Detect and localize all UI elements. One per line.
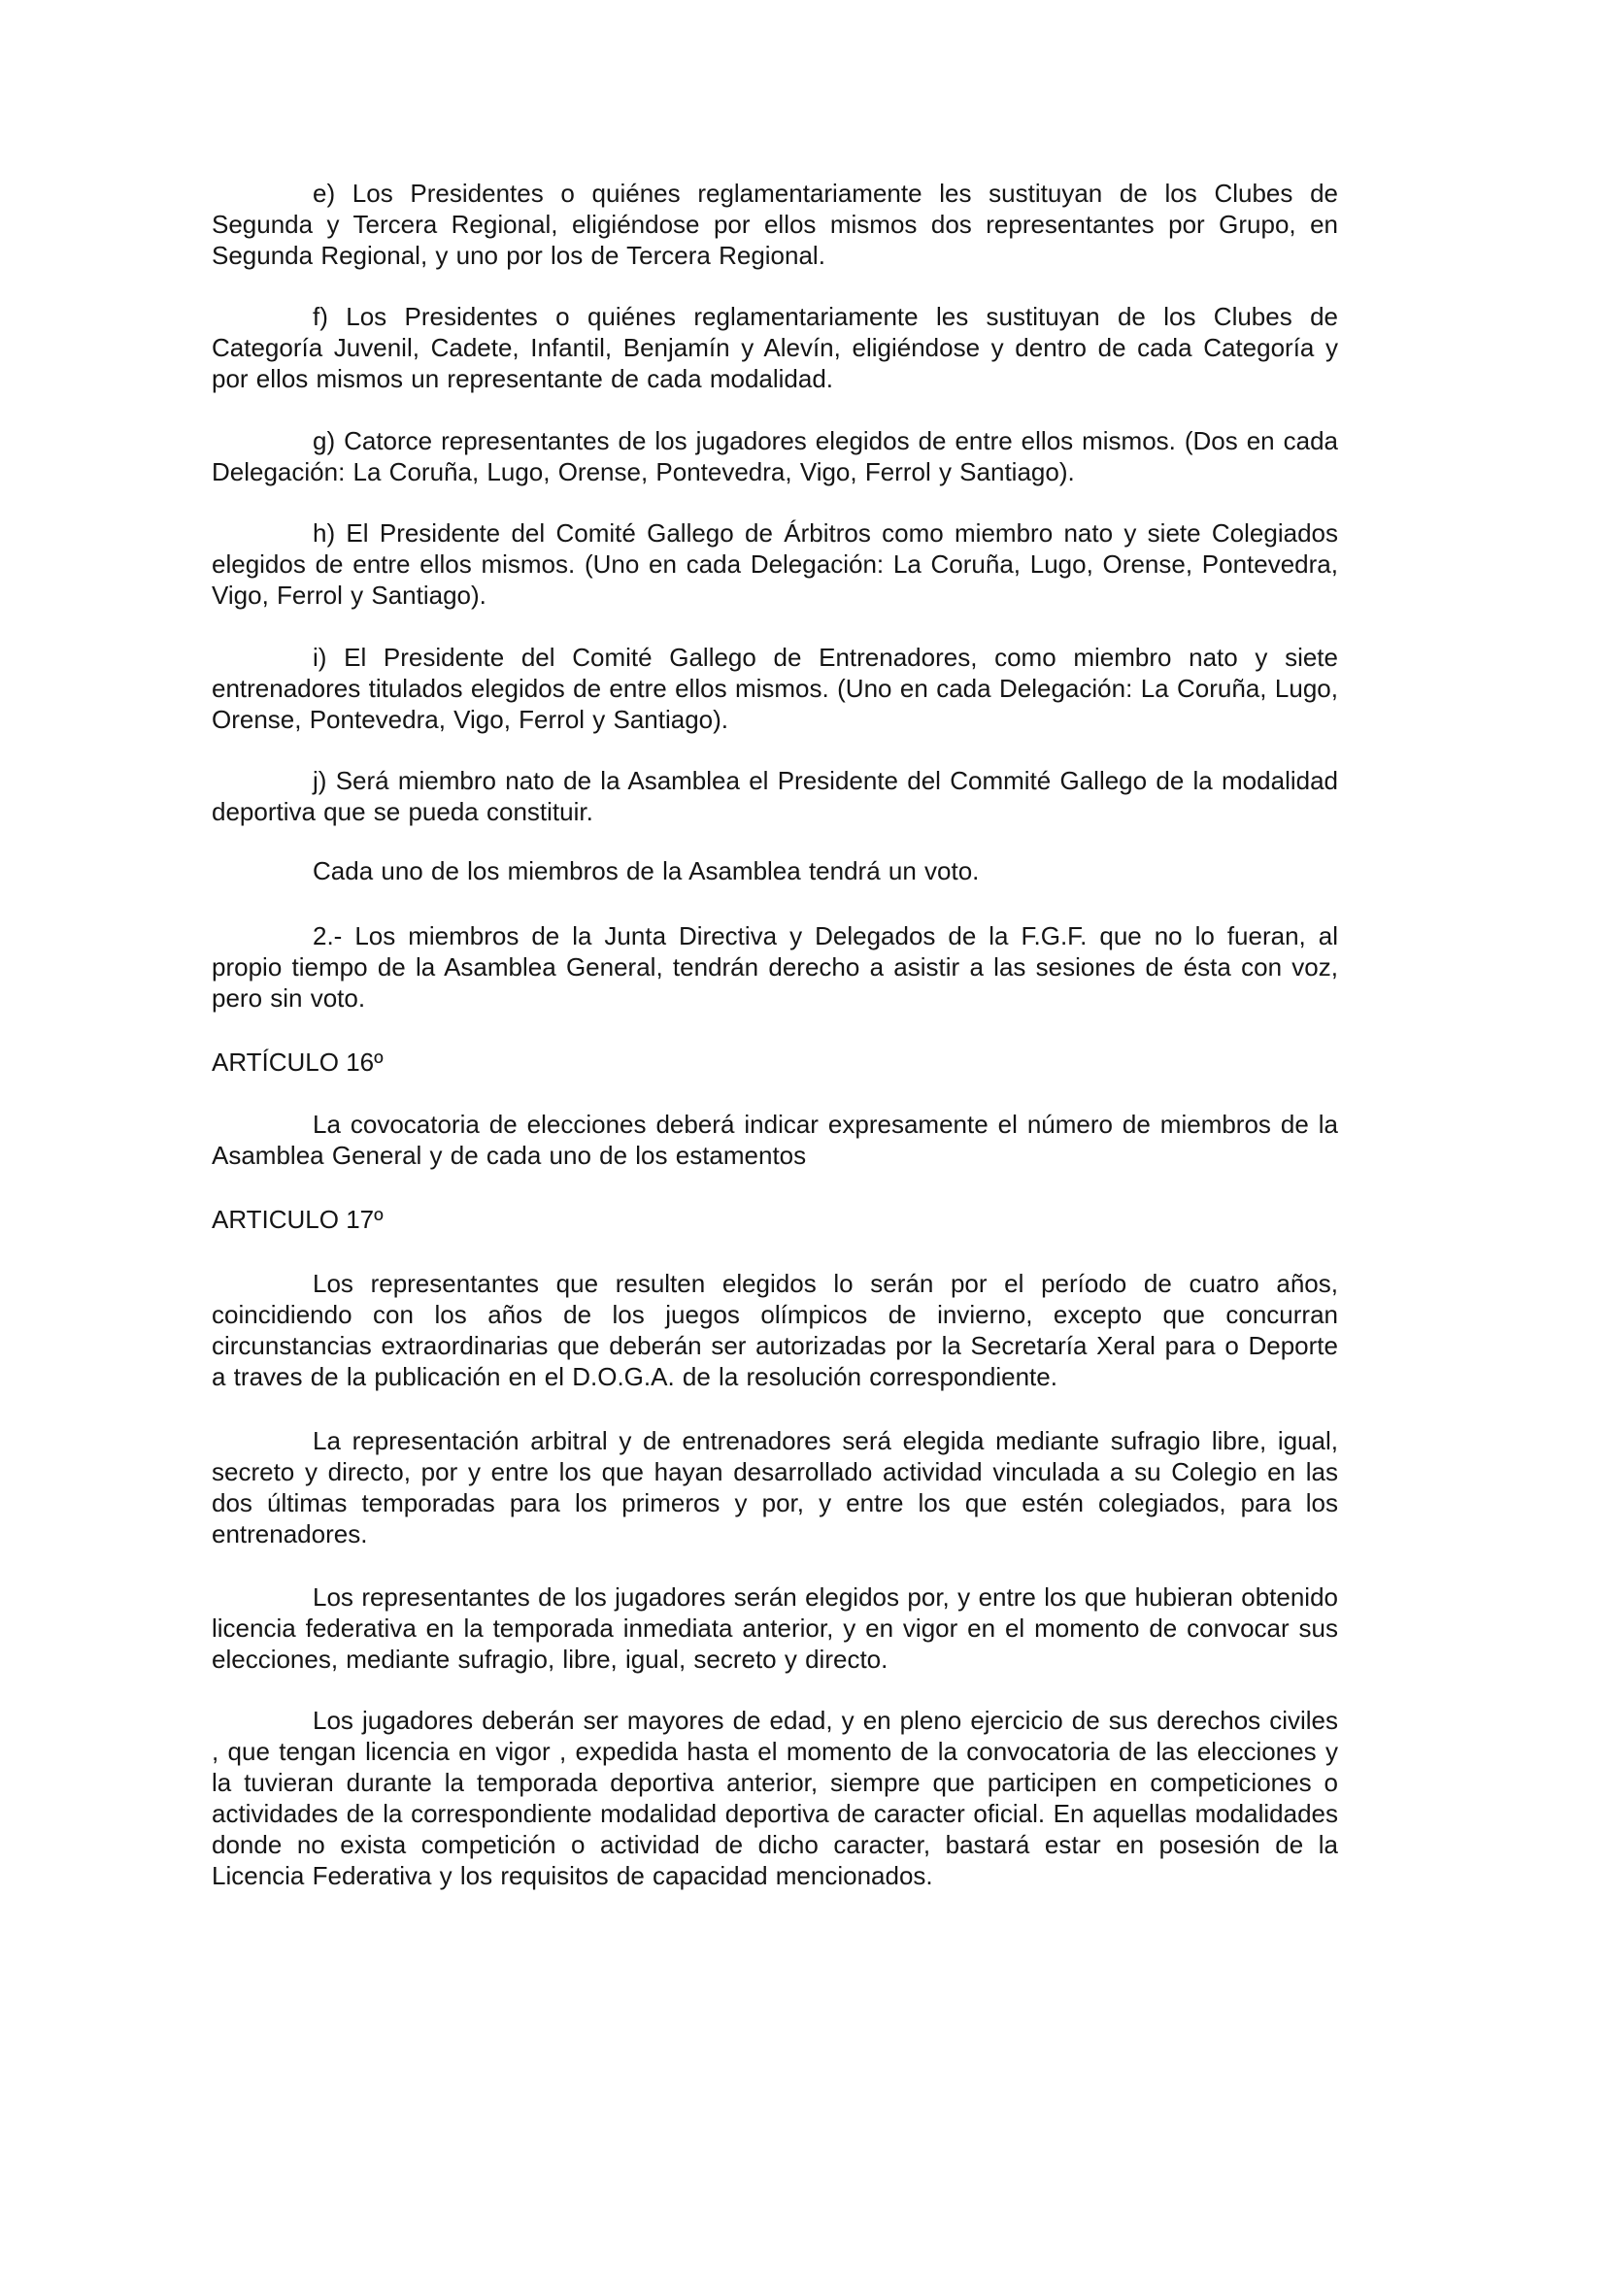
paragraph-2: 2.- Los miembros de la Junta Directiva y Delegados de la F.G.F. que no lo fueran, al propio tiempo de la Asamblea General, tendrán derecho a asistir a las sesiones de ésta con voz, pero sin voto. — [212, 921, 1338, 1013]
paragraph-i: i) El Presidente del Comité Gallego de Entrenadores, como miembro nato y siete entrenadores titulados elegidos de entre ellos mismos. (Uno en cada Delegación: La Coruña, Lugo, Orense, Pontevedra, Vigo, Ferrol y Santiago). — [212, 643, 1338, 734]
paragraph-g: g) Catorce representantes de los jugadores elegidos de entre ellos mismos. (Dos en cada Delegación: La Coruña, Lugo, Orense, Pontevedra, Vigo, Ferrol y Santiago). — [212, 426, 1338, 486]
article-17-heading: ARTICULO 17º — [212, 1205, 384, 1234]
paragraph-vote: Cada uno de los miembros de la Asamblea tendrá un voto. — [313, 856, 980, 885]
article-16-heading: ARTÍCULO 16º — [212, 1048, 384, 1077]
article-17-paragraph-4: Los jugadores deberán ser mayores de edad, y en pleno ejercicio de sus derechos civiles , que tengan licencia en vigor , expedida hasta el momento de la convocatoria de las elecciones y la tuvieran durante la temporada deportiva anterior, siempre que participen en competiciones o actividades de la correspondiente modalidad deportiva de caracter oficial. En aquellas modalidades donde no exista competición o actividad de dicho caracter, bastará estar en posesión de la Licencia Federativa y los requisitos de capacidad mencionados. — [212, 1706, 1338, 1890]
paragraph-h: h) El Presidente del Comité Gallego de Árbitros como miembro nato y siete Colegiados elegidos de entre ellos mismos. (Uno en cada Delegación: La Coruña, Lugo, Orense, Pontevedra, Vigo, Ferrol y Santiago). — [212, 518, 1338, 610]
article-17-paragraph-2: La representación arbitral y de entrenadores será elegida mediante sufragio libre, igual, secreto y directo, por y entre los que hayan desarrollado actividad vinculada a su Colegio en las dos últimas temporadas para los primeros y por, y entre los que estén colegiados, para los entrenadores. — [212, 1426, 1338, 1548]
article-17-paragraph-3: Los representantes de los jugadores serán elegidos por, y entre los que hubieran obtenido licencia federativa en la temporada inmediata anterior, y en vigor en el momento de convocar sus elecciones, mediante sufragio, libre, igual, secreto y directo. — [212, 1582, 1338, 1674]
paragraph-f: f) Los Presidentes o quiénes reglamentariamente les sustituyan de los Clubes de Categoría Juvenil, Cadete, Infantil, Benjamín y Alevín, eligiéndose y dentro de cada Categoría y por ellos mismos un representante de cada modalidad. — [212, 302, 1338, 393]
paragraph-j: j) Será miembro nato de la Asamblea el Presidente del Commité Gallego de la modalidad deportiva que se pueda constituir. — [212, 766, 1338, 826]
article-17-paragraph-1: Los representantes que resulten elegidos lo serán por el período de cuatro años, coincidiendo con los años de los juegos olímpicos de invierno, excepto que concurran circunstancias extraordinarias que deberán ser autorizadas por la Secretaría Xeral para o Deporte a traves de la publicación en el D.O.G.A. de la resolución correspondiente. — [212, 1269, 1338, 1391]
article-16-text: La covocatoria de elecciones deberá indicar expresamente el número de miembros de la Asamblea General y de cada uno de los estamentos — [212, 1110, 1338, 1170]
paragraph-e: e) Los Presidentes o quiénes reglamentariamente les sustituyan de los Clubes de Segunda y Tercera Regional, eligiéndose por ellos mismos dos representantes por Grupo, en Segunda Regional, y uno por los de Tercera Regional. — [212, 179, 1338, 270]
